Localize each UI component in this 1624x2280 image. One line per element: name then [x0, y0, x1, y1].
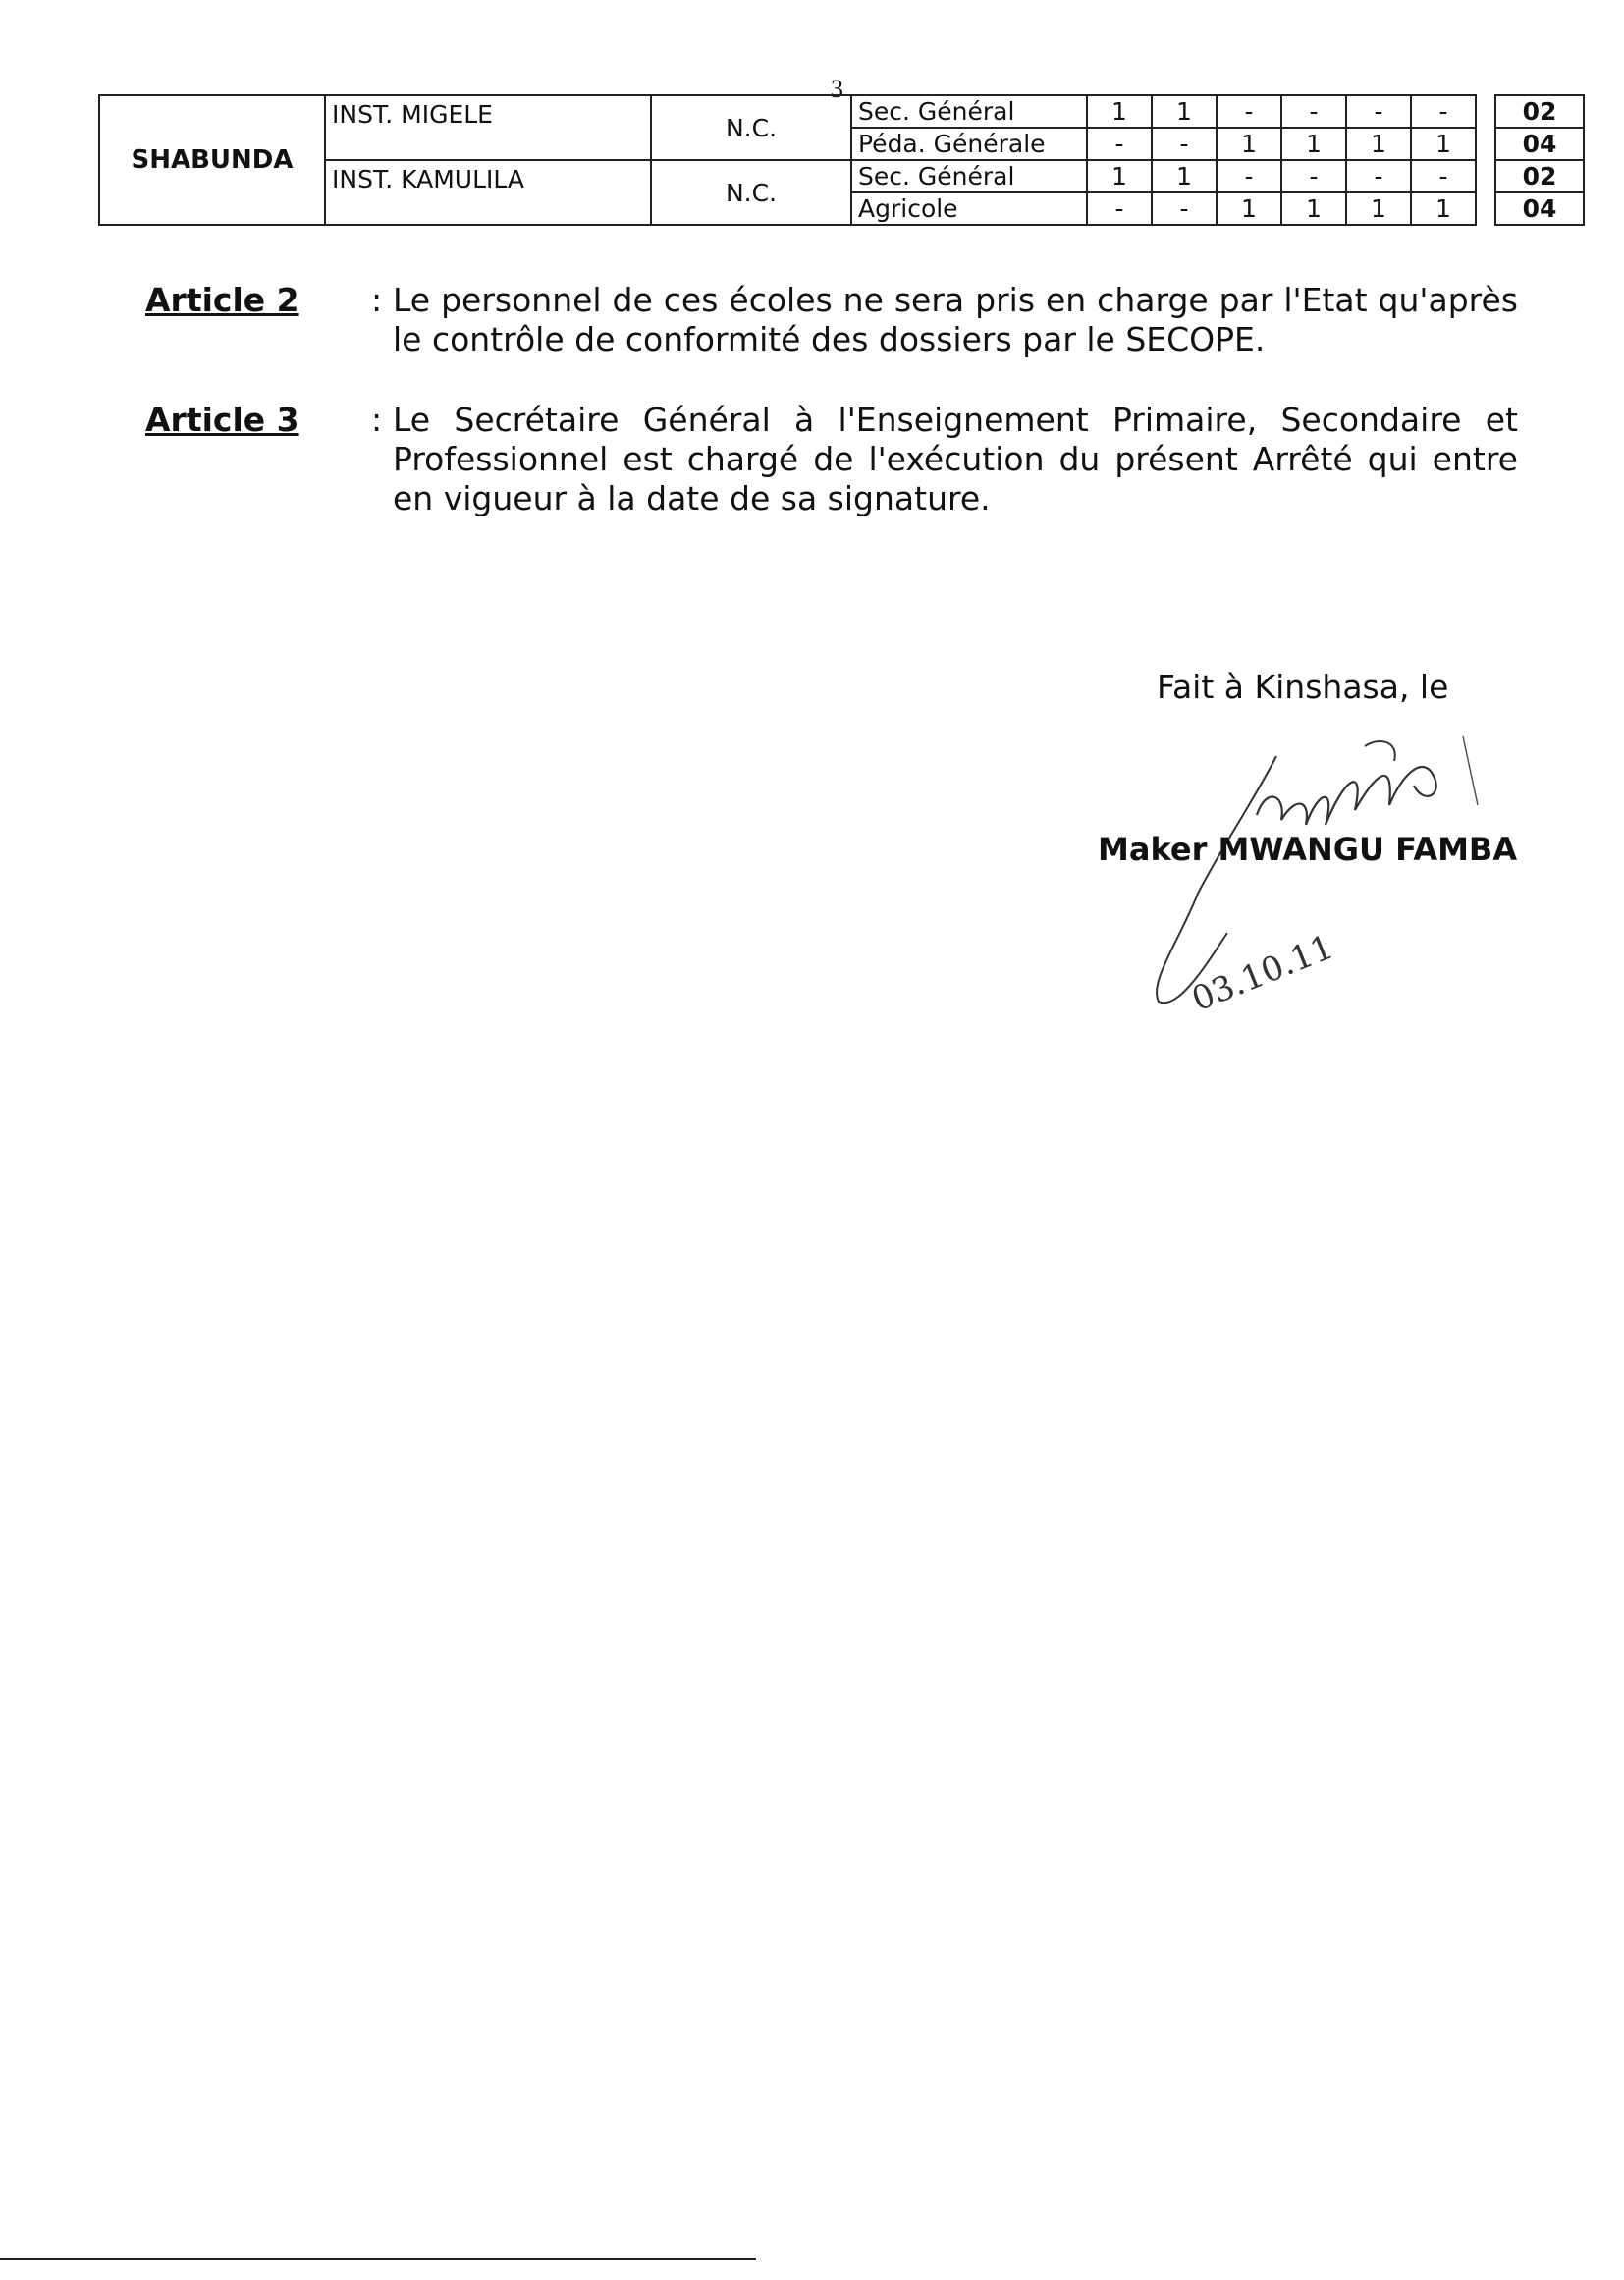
table-row	[99, 95, 1584, 128]
class-count-cell: 1	[1152, 160, 1217, 192]
zone-cell: SHABUNDA	[99, 95, 325, 225]
option-cell: Sec. Général	[851, 160, 1087, 192]
article-3-colon: :	[371, 401, 383, 439]
article-3-label: Article 3	[145, 401, 299, 439]
spacer-cell	[1476, 160, 1495, 192]
option-cell: Sec. Général	[851, 95, 1087, 128]
place-date-line: Fait à Kinshasa, le	[1157, 668, 1449, 706]
class-count-cell: -	[1346, 160, 1411, 192]
class-count-cell: 1	[1411, 192, 1476, 225]
handwritten-date: 03.10.11	[1186, 927, 1339, 1020]
class-count-cell: 1	[1087, 95, 1152, 128]
class-count-cell: 1	[1281, 192, 1346, 225]
class-count-cell: 1	[1346, 128, 1411, 160]
page-number: 3	[831, 75, 843, 103]
class-count-cell: -	[1087, 192, 1152, 225]
article-3-text: Le Secrétaire Général à l'Enseignement Primaire, Secondaire et Professionnel est chargé de l'exécution du présent Arrêté qui entre en vigueur à la date de sa signature.	[393, 401, 1518, 517]
article-2-text: Le personnel de ces écoles ne sera pris en charge par l'Etat qu'après le contrôle de conformité des dossiers par le SECOPE.	[393, 281, 1518, 358]
spacer-cell	[1476, 128, 1495, 160]
handwritten-signature	[1139, 717, 1532, 1031]
total-cell: 04	[1495, 192, 1584, 225]
class-count-cell: 1	[1152, 95, 1217, 128]
class-count-cell: -	[1217, 160, 1281, 192]
signer-name: Maker MWANGU FAMBA	[1098, 831, 1518, 868]
total-cell: 02	[1495, 160, 1584, 192]
class-count-cell: -	[1152, 128, 1217, 160]
class-count-cell: 1	[1281, 128, 1346, 160]
class-count-cell: 1	[1411, 128, 1476, 160]
class-count-cell: -	[1346, 95, 1411, 128]
option-cell: Péda. Générale	[851, 128, 1087, 160]
class-count-cell: -	[1281, 160, 1346, 192]
total-cell: 04	[1495, 128, 1584, 160]
schools-table	[98, 94, 1585, 226]
class-count-cell: -	[1411, 95, 1476, 128]
spacer-cell	[1476, 192, 1495, 225]
class-count-cell: -	[1152, 192, 1217, 225]
class-count-cell: -	[1411, 160, 1476, 192]
option-cell: Agricole	[851, 192, 1087, 225]
school-cell: INST. KAMULILA	[325, 160, 651, 225]
status-cell: N.C.	[651, 95, 851, 160]
class-count-cell: -	[1281, 95, 1346, 128]
class-count-cell: 1	[1217, 128, 1281, 160]
class-count-cell: 1	[1346, 192, 1411, 225]
article-2-label: Article 2	[145, 281, 299, 319]
class-count-cell: 1	[1217, 192, 1281, 225]
article-2-colon: :	[371, 281, 383, 319]
class-count-cell: -	[1087, 128, 1152, 160]
status-cell: N.C.	[651, 160, 851, 225]
class-count-cell: -	[1217, 95, 1281, 128]
class-count-cell: 1	[1087, 160, 1152, 192]
spacer-cell	[1476, 95, 1495, 128]
school-cell: INST. MIGELE	[325, 95, 651, 160]
footer-rule	[0, 2258, 756, 2260]
total-cell: 02	[1495, 95, 1584, 128]
